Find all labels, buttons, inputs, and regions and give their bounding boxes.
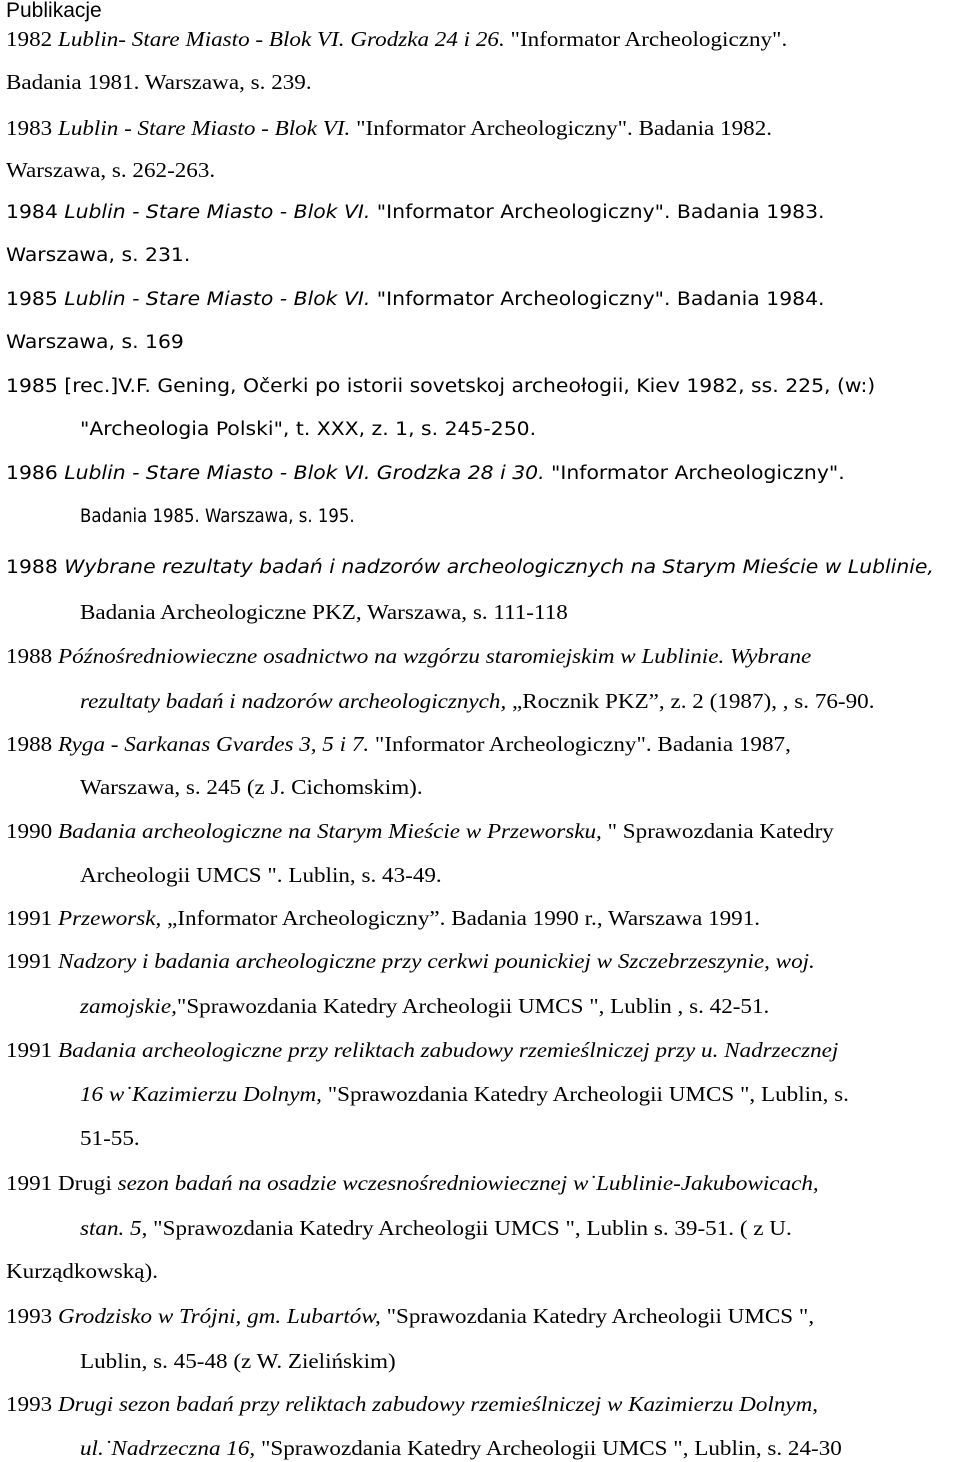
entry-line (6, 330, 184, 356)
citation-text: 1988 (6, 644, 58, 668)
entry-line (80, 599, 568, 625)
entry-line (6, 243, 190, 269)
citation-text: 1985 [rec.]V.F. Gening, Očerki po istorii sovetskoj archeołogii, Kiev 1982, ss. 225, (w:) (6, 376, 876, 397)
citation-text: 1988 (6, 557, 65, 578)
entry-line (6, 1303, 814, 1329)
citation-text: "Informator Archeologiczny". (544, 463, 845, 484)
citation-text: Lublin, s. 45-48 (z W. Zielińskim) (80, 1349, 396, 1373)
citation-text: 1991 Drugi (6, 1171, 118, 1195)
entry-line (6, 374, 875, 400)
title-text: ul.˙Nadrzeczna 16, (80, 1436, 256, 1460)
citation-text: "Informator Archeologiczny". Badania 1982. (350, 116, 773, 140)
title-text: Ryga - Sarkanas Gvardes 3, 5 i 7. (57, 732, 370, 756)
citation-text: 1991 (6, 906, 58, 930)
title-text: Przeworsk, (57, 906, 162, 930)
citation-text: „Informator Archeologiczny”. Badania 1990 r., Warszawa 1991. (161, 906, 761, 930)
entry-line (6, 1258, 158, 1284)
entry-line (6, 643, 811, 669)
entry-line (80, 993, 769, 1019)
citation-text: 1986 (6, 463, 65, 484)
title-text: Późnośredniowieczne osadnictwo na wzgórzu staromiejskim w Lublinie. Wybrane (57, 644, 812, 668)
title-text: Badania archeologiczne na Starym Mieście w Przeworsku, (57, 819, 602, 843)
entry-line (6, 905, 760, 931)
title-text: zamojskie, (80, 994, 177, 1018)
citation-text: Badania Archeologiczne PKZ, Warszawa, s. 111-118 (80, 600, 568, 624)
citation-text: 1988 (6, 732, 58, 756)
citation-text: 1993 (6, 1392, 58, 1416)
entry-line (80, 1348, 396, 1374)
citation-text: 51-55. (80, 1126, 140, 1150)
title-text: Badania archeologiczne przy reliktach zabudowy rzemieślniczej przy u. Nadrzecznej (57, 1038, 839, 1062)
entry-line (6, 948, 815, 974)
entry-line (6, 69, 312, 95)
citation-text: Badania 1981. Warszawa, s. 239. (6, 70, 312, 94)
citation-text: Badania 1985. Warszawa, s. 195. (80, 506, 355, 527)
citation-text: , "Sprawozdania Katedry Archeologii UMCS ", Lublin s. 39-51. ( z U. (141, 1216, 792, 1240)
citation-text: Warszawa, s. 231. (6, 245, 191, 266)
title-text: stan. 5 (80, 1216, 142, 1240)
title-text: sezon badań na osadzie wczesnośredniowiecznej w˙Lublinie-Jakubowicach, (117, 1171, 819, 1195)
title-text: Grodzisko w Trójni, gm. Lubartów, (57, 1304, 381, 1328)
citation-text: 1991 (6, 949, 58, 973)
citation-text: 1993 (6, 1304, 58, 1328)
citation-text: "Informator Archeologiczny". (504, 27, 788, 51)
citation-text: Warszawa, s. 169 (6, 332, 184, 353)
section-heading: Publikacje (6, 0, 102, 22)
citation-text: 1982 (6, 27, 58, 51)
citation-text: "Informator Archeologiczny". Badania 1984. (370, 289, 825, 310)
entry-line (80, 417, 536, 443)
citation-text: "Sprawozdania Katedry Archeologii UMCS ", (380, 1304, 815, 1328)
title-text: 16 w˙Kazimierzu Dolnym, (80, 1082, 322, 1106)
entry-line (6, 200, 825, 226)
citation-text: Archeologii UMCS ". Lublin, s. 43-49. (80, 863, 442, 887)
citation-text: Warszawa, s. 262-263. (6, 158, 216, 182)
citation-text: "Informator Archeologiczny". Badania 1983. (370, 202, 825, 223)
entry-line (6, 1170, 819, 1196)
entry-line (6, 1391, 818, 1417)
entry-line (80, 774, 423, 800)
title-text: Wybrane rezultaty badań i nadzorów archeologicznych na Starym Mieście w Lublinie, (64, 557, 934, 578)
title-text: Drugi sezon badań przy reliktach zabudowy rzemieślniczej w Kazimierzu Dolnym, (57, 1392, 819, 1416)
citation-text: "Informator Archeologiczny". Badania 1987, (369, 732, 791, 756)
title-text: Nadzory i badania archeologiczne przy cerkwi pounickiej w Szczebrzeszynie, woj. (57, 949, 815, 973)
entry-line (80, 862, 442, 888)
entry-line (6, 287, 825, 313)
entry-line (6, 818, 834, 844)
entry-line (80, 1435, 842, 1461)
citation-text: Warszawa, s. 245 (z J. Cichomskim). (80, 775, 423, 799)
entry-line (6, 555, 934, 581)
citation-text: 1991 (6, 1038, 58, 1062)
citation-text: 1984 (6, 202, 65, 223)
citation-text: 1983 (6, 116, 58, 140)
title-text: Lublin - Stare Miasto - Blok VI. Grodzka 28 i 30. (64, 463, 545, 484)
entry-line (80, 1215, 792, 1241)
entry-line (80, 504, 355, 530)
citation-text: "Sprawozdania Katedry Archeologii UMCS ", Lublin , s. 42-51. (176, 994, 770, 1018)
citation-text: 1990 (6, 819, 58, 843)
citation-text: "Sprawozdania Katedry Archeologii UMCS ", Lublin, s. 24-30 (255, 1436, 842, 1460)
entry-line (80, 1125, 140, 1151)
entry-line (6, 1037, 838, 1063)
entry-line (80, 1081, 849, 1107)
citation-text: „Rocznik PKZ”, z. 2 (1987), , s. 76-90. (506, 689, 875, 713)
citation-text: 1985 (6, 289, 65, 310)
entry-line (6, 26, 787, 52)
citation-text: " Sprawozdania Katedry (601, 819, 834, 843)
citation-text: "Sprawozdania Katedry Archeologii UMCS ", Lublin, s. (321, 1082, 849, 1106)
title-text: Lublin - Stare Miasto - Blok VI. (57, 116, 351, 140)
title-text: Lublin - Stare Miasto - Blok VI. (64, 202, 371, 223)
citation-text: "Archeologia Polski", t. XXX, z. 1, s. 245-250. (80, 419, 537, 440)
citation-text: Kurządkowską). (6, 1259, 159, 1283)
title-text: Lublin - Stare Miasto - Blok VI. (64, 289, 371, 310)
entry-line (6, 461, 845, 487)
entry-line (80, 688, 875, 714)
title-text: rezultaty badań i nadzorów archeologicznych, (80, 689, 507, 713)
entry-line (6, 157, 215, 183)
title-text: Lublin- Stare Miasto - Blok VI. Grodzka 24 i 26. (57, 27, 505, 51)
entry-line (6, 731, 791, 757)
entry-line (6, 115, 772, 141)
